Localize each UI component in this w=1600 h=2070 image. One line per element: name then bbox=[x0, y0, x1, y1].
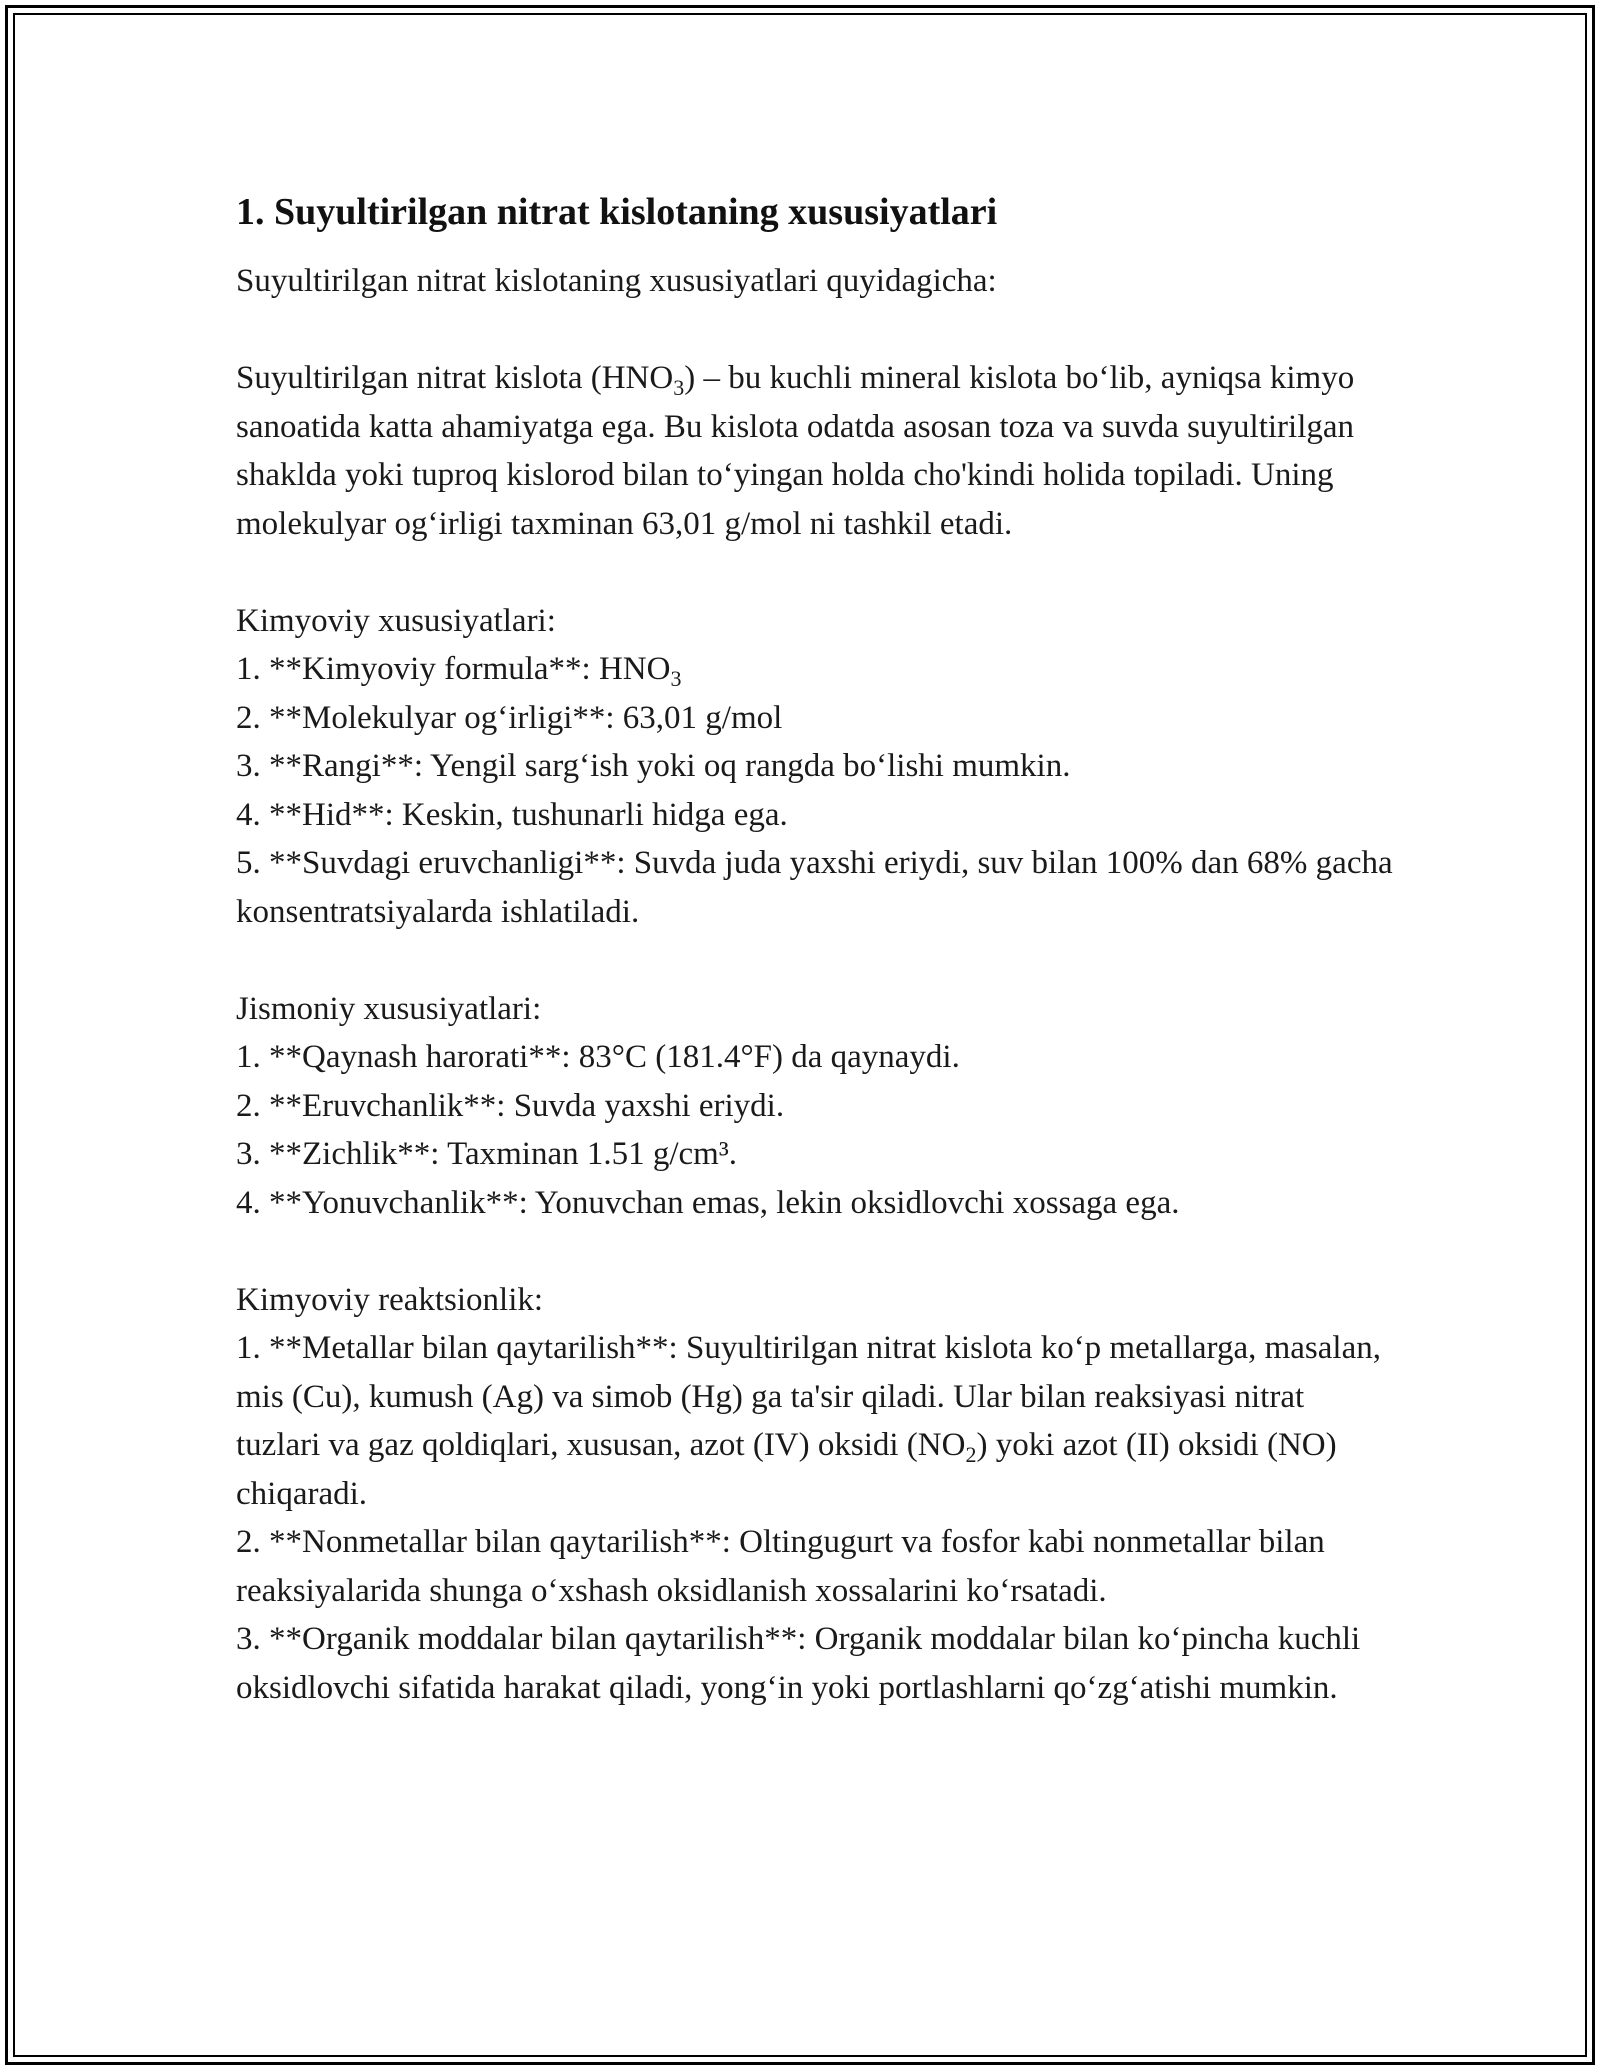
physical-item-flammability: 4. **Yonuvchanlik**: Yonuvchan emas, lekin oksidlovchi xossaga ega. bbox=[236, 1184, 1180, 1221]
description-paragraph bbox=[236, 354, 1396, 548]
chemical-item-color: 3. **Rangi**: Yengil sarg‘ish yoki oq rangda bo‘lishi mumkin. bbox=[236, 748, 1071, 784]
spacer bbox=[236, 548, 1396, 597]
reactivity-item-metals-text-end: ) yoki azot (II) oksidi (NO) chiqaradi. bbox=[236, 1427, 1337, 1512]
chemical-item-formula-text: 1. **Kimyoviy formula**: HNO bbox=[236, 651, 671, 687]
formula-subscript: 3 bbox=[673, 375, 685, 400]
document-body bbox=[236, 187, 1396, 1712]
chemical-item-weight: 2. **Molekulyar og‘irligi**: 63,01 g/mol bbox=[236, 699, 783, 736]
spacer bbox=[236, 306, 1396, 355]
reactivity-item-organics: 3. **Organik moddalar bilan qaytarilish**: Organik moddalar bilan ko‘pincha kuchli oksidlovchi sifatida harakat qiladi, yong‘in yoki portlashlarni qo‘zg‘atishi mumkin. bbox=[236, 1621, 1361, 1706]
reactivity-item-nonmetals: 2. **Nonmetallar bilan qaytarilish**: Oltingugurt va fosfor kabi nonmetallar bilan reaksiyalarida shunga o‘xshash oksidlanish xossalarini ko‘rsatadi. bbox=[236, 1524, 1325, 1609]
reactivity-item-metals-text: 1. **Metallar bilan qaytarilish**: Suyultirilgan nitrat kislota ko‘p metallarga, masalan, mis (Cu), kumush (Ag) va simob (Hg) ga ta'sir qiladi. Ular bilan reaksiyasi nitrat tuzlari va gaz qoldiqlari, xususan, azot (IV) oksidi (NO bbox=[236, 1330, 1381, 1463]
formula-subscript: 2 bbox=[965, 1442, 977, 1467]
intro-paragraph: Suyultirilgan nitrat kislotaning xususiyatlari quyidagicha: bbox=[236, 263, 997, 299]
physical-item-boiling: 1. **Qaynash harorati**: 83°C (181.4°F) da qaynaydi. bbox=[236, 1039, 960, 1075]
chemical-item-smell: 4. **Hid**: Keskin, tushunarli hidga ega. bbox=[236, 796, 788, 833]
description-text-mid: ) – bu kuchli mineral kislota bo‘lib, bbox=[684, 360, 1153, 396]
description-text-start: Suyultirilgan nitrat kislota (HNO bbox=[236, 360, 674, 396]
physical-item-solubility: 2. **Eruvchanlik**: Suvda yaxshi eriydi. bbox=[236, 1087, 785, 1124]
physical-heading: Jismoniy xususiyatlari: bbox=[236, 990, 542, 1027]
spacer bbox=[236, 1227, 1396, 1276]
spacer bbox=[236, 936, 1396, 985]
physical-item-density: 3. **Zichlik**: Taxminan 1.51 g/cm³. bbox=[236, 1136, 737, 1172]
description-text-rest: ayniqsa kimyo sanoatida katta ahamiyatga ega. Bu kislota odatda asosan toza va suvda suyultirilgan shaklda yoki tuproq kislorod bilan to‘yingan holda cho'kindi holida topiladi. Uning molekulyar og‘irligi taxminan 63,01 g/mol ni tashkil etadi. bbox=[236, 360, 1355, 542]
reactivity-item-metals bbox=[236, 1324, 1396, 1518]
chemical-item-solubility: 5. **Suvdagi eruvchanligi**: Suvda juda yaxshi eriydi, suv bilan 100% dan 68% gacha konsentratsiyalarda ishlatiladi. bbox=[236, 845, 1393, 930]
chemical-heading: Kimyoviy xususiyatlari: bbox=[236, 602, 556, 639]
page-title: 1. Suyultirilgan nitrat kislotaning xususiyatlari bbox=[236, 191, 998, 233]
formula-subscript: 3 bbox=[670, 666, 682, 691]
chemical-item-formula bbox=[236, 645, 1396, 694]
reactivity-heading: Kimyoviy reaktsionlik: bbox=[236, 1281, 544, 1318]
